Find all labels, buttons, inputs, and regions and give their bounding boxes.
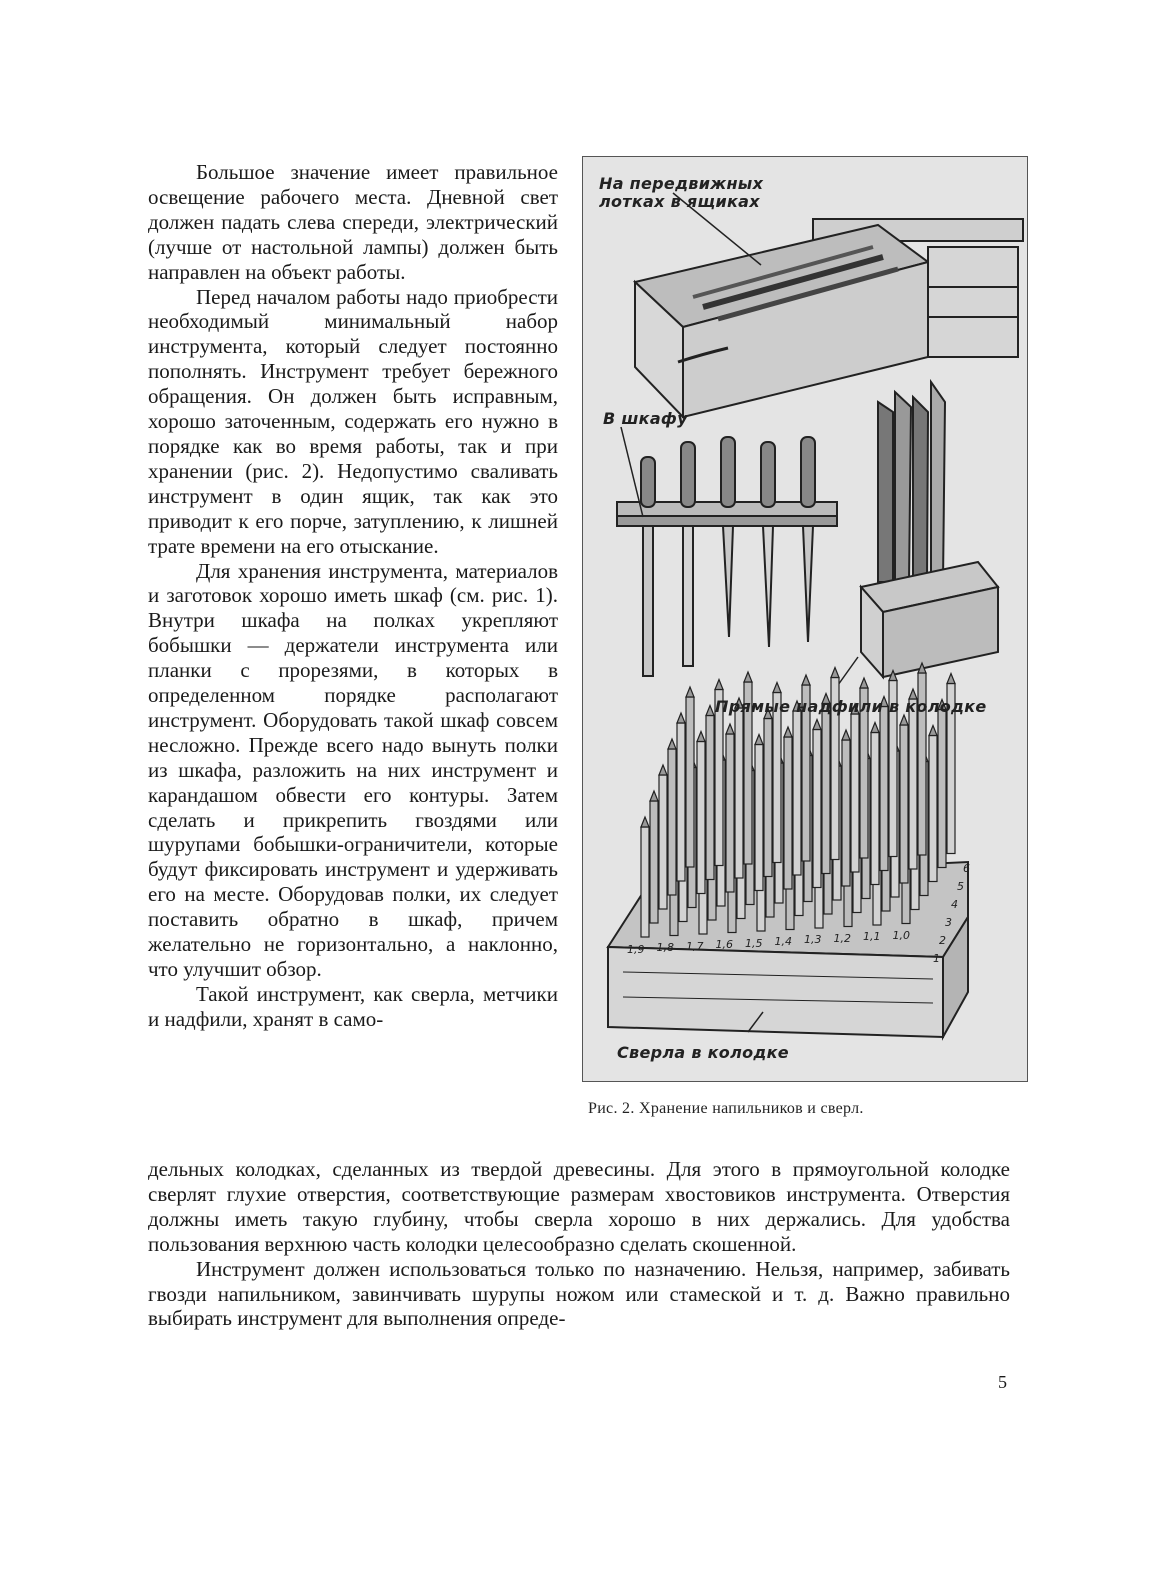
drill-row-number: 3: [945, 916, 952, 929]
drill-bit-tip: [813, 720, 821, 730]
drill-row-number: 1: [933, 952, 940, 965]
drill-bit: [842, 740, 850, 886]
drill-bit: [668, 749, 676, 895]
drill-bit: [851, 714, 859, 872]
paragraph-tool-usage: Инструмент должен использоваться только по назначению. Нельзя, например, забивать гвозди напильником, завинчивать шурупы ножом или стамеской и т. д. Важно правильно выбирать инструмент для выполнения опреде-: [148, 1256, 1010, 1331]
drill-bit-tip: [929, 726, 937, 736]
drill-bit-tip: [650, 791, 658, 801]
drill-bit: [726, 734, 734, 892]
paragraph-blocks-continued: дельных колодках, сделанных из твердой древесины. Для этого в прямоугольной колодке сверлят глухие отверстия, соответствующие размерам хвостовиков инструмента. Отверстия должны иметь такую глубину, чтобы сверла хорошо в них держались. Для удобства пользования верхнюю часть колодки целесообразно сделать скошенной.: [148, 1157, 1010, 1256]
figure-tool-storage: [582, 156, 1028, 1082]
drill-size-label: 1,1: [863, 930, 881, 944]
drill-bit-tip: [659, 765, 667, 775]
drill-bit: [677, 723, 685, 881]
figure-caption: Рис. 2. Хранение напильников и сверл.: [588, 1100, 864, 1117]
label-drawer-line1: На передвижных: [599, 174, 764, 193]
drill-bit-tip: [802, 675, 810, 685]
drill-bit: [938, 710, 946, 868]
full-width-text: [148, 1157, 1010, 1331]
drill-size-label: 1,0: [892, 928, 910, 942]
drill-size-label: 1,4: [774, 935, 792, 948]
drill-bit-tip: [726, 724, 734, 734]
drill-row-number: 5: [957, 880, 964, 893]
paragraph-lighting: Большое значение имеет правильное освещение рабочего места. Дневной свет должен падать слева спереди, электрический (лучше от настольной лампы) должен быть направлен на объект работы.: [148, 160, 558, 284]
drill-bit-tip: [947, 674, 955, 684]
drill-size-label: 1,6: [715, 938, 733, 952]
paragraph-tool-set: Перед началом работы надо приобрести необходимый минимальный набор инструмента, который следует постоянно пополнять. Инструмент требует бережного обращения. Он должен быть исправным, хорошо заточенным, содержать его нужно в порядке как во время работы, так и при хранении (рис. 2). Недопустимо сваливать инструмент в один ящик, так как это приводит к его порче, затуплению, к лишней трате времени на его отыскание.: [148, 284, 558, 558]
drill-size-label: 1,7: [686, 939, 704, 953]
drill-bit-tip: [755, 735, 763, 745]
drill-bit: [764, 719, 772, 877]
drill-bit-tip: [715, 680, 723, 690]
drill-bit-tip: [697, 732, 705, 742]
drill-bit-tip: [831, 668, 839, 678]
label-drawer: [599, 175, 763, 211]
label-needle-files: Прямые надфили в колодке: [715, 697, 987, 716]
paragraph-blocks-start: Такой инструмент, как сверла, метчики и надфили, хранят в само-: [148, 981, 558, 1031]
drill-bit: [641, 827, 649, 937]
drill-size-label: 1,9: [627, 943, 645, 956]
drill-bit: [784, 737, 792, 889]
drill-bit: [686, 697, 694, 867]
drill-bit: [706, 716, 714, 880]
drill-bit: [773, 693, 781, 863]
drill-bit-tip: [744, 672, 752, 682]
drill-bit: [659, 775, 667, 909]
drill-bit: [929, 736, 937, 882]
drill-bit: [900, 725, 908, 883]
drill-bit-tip: [641, 817, 649, 827]
drill-bit: [793, 711, 801, 875]
label-drill-block: Сверла в колодке: [617, 1043, 789, 1062]
drill-bit-tip: [677, 713, 685, 723]
drill-bit: [909, 699, 917, 869]
label-drawer-line2: лотках в ящиках: [599, 192, 760, 211]
column-text: [148, 160, 558, 1032]
drill-bit-tip: [706, 706, 714, 716]
drill-bit: [871, 733, 879, 885]
drill-bit-tip: [871, 723, 879, 733]
paragraph-cabinet: Для хранения инструмента, материалов и заготовок хорошо иметь шкаф (см. рис. 1). Внутри шкафа на полках укрепляют бобышки — держатели инструмента или планки с прорезями, в которых в определенном порядке располагают инструмент. Оборудовать такой шкаф совсем несложно. Прежде всего надо вынуть полки из шкафа, разложить на них инструмент и карандашом обвести его контуры. Затем сделать и прикрепить гвоздями или шурупами бобышки-ограничители, которые будут фиксировать инструмент и удерживать его на месте. Оборудовав полки, их следует поставить обратно в шкаф, причем желательно не горизонтально, а наклонно, что улучшит обзор.: [148, 558, 558, 981]
drill-bit-tip: [842, 730, 850, 740]
file-rack-illustration: [617, 427, 837, 676]
drill-bit-tip: [860, 678, 868, 688]
drill-bit: [697, 742, 705, 894]
drill-bit: [755, 745, 763, 891]
page-number: 5: [998, 1372, 1007, 1392]
drill-size-label: 1,5: [745, 936, 763, 950]
drill-bit: [822, 704, 830, 874]
drill-bit: [813, 730, 821, 888]
drill-bit: [650, 801, 658, 923]
drill-row-number: 6: [963, 862, 970, 875]
drill-size-label: 1,8: [656, 941, 674, 955]
drill-row-number: 2: [939, 934, 946, 947]
drill-bit-tip: [900, 715, 908, 725]
drill-row-number: 4: [951, 898, 958, 911]
drill-size-label: 1,3: [804, 933, 822, 947]
drill-bit-tip: [668, 739, 676, 749]
drill-bit: [880, 707, 888, 871]
drill-bit-tip: [686, 687, 694, 697]
drill-bit: [735, 708, 743, 878]
label-cabinet: В шкафу: [603, 409, 688, 428]
drawer-illustration: [635, 193, 1023, 417]
drill-bit-tip: [784, 727, 792, 737]
drill-size-label: 1,2: [833, 931, 851, 945]
drill-bit-tip: [773, 683, 781, 693]
needle-files-illustration: [833, 382, 998, 692]
